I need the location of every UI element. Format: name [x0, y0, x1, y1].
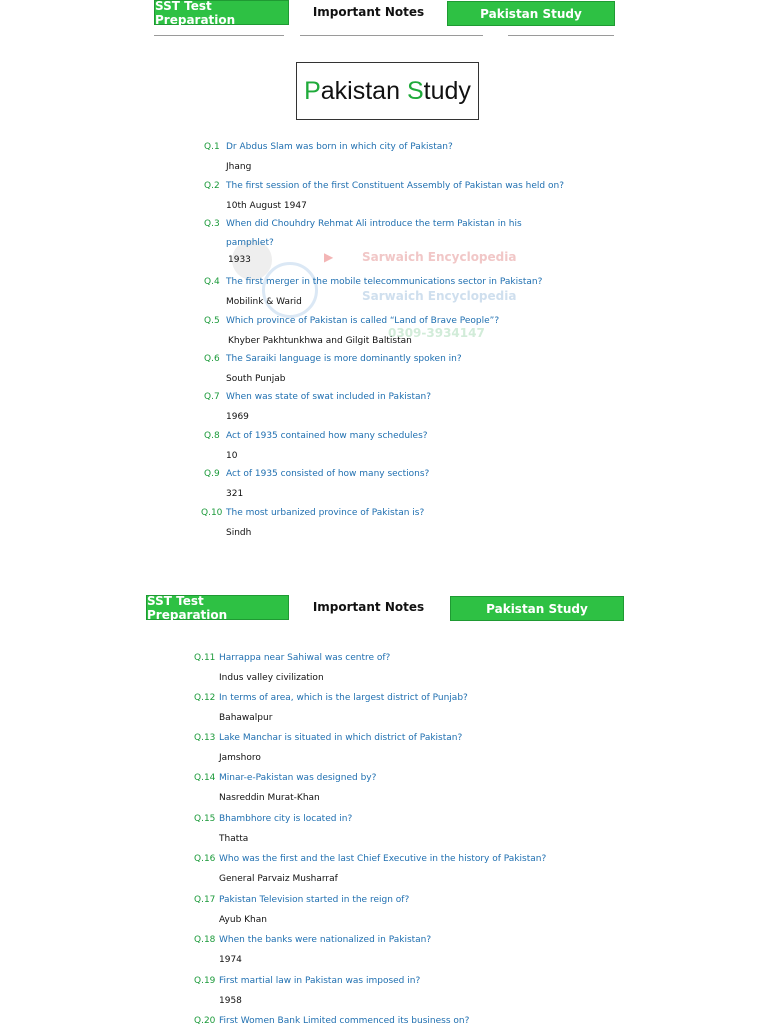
header-left-tab: SST Test Preparation: [154, 0, 289, 25]
qa-item: Q.10 The most urbanized province of Pakistan is? Sindh: [201, 508, 425, 538]
watermark-phone: 0309-3934147: [388, 326, 485, 340]
qa-item: Q.6 The Saraiki language is more dominantly spoken in? South Punjab: [204, 354, 462, 384]
qa-item: Q.11 Harrappa near Sahiwal was centre of? Indus valley civilization: [194, 653, 391, 683]
divider: [154, 35, 284, 36]
qa-item: Q.15 Bhambhore city is located in? Thatta: [194, 814, 353, 844]
qa-item: Q.2 The first session of the first Constituent Assembly of Pakistan was held on? 10th August 1947: [204, 181, 564, 211]
header-right-tab: Pakistan Study: [450, 596, 624, 621]
qa-item: Q.9 Act of 1935 consisted of how many sections? 321: [204, 469, 430, 499]
qa-item: Q.17 Pakistan Television started in the reign of? Ayub Khan: [194, 895, 410, 925]
watermark-channel: Sarwaich Encyclopedia: [362, 250, 517, 264]
header-center-tab: Important Notes: [296, 0, 441, 23]
qa-item: Q.5 Which province of Pakistan is called “Land of Brave People”? Khyber Pakhtunkhwa and Gilgit Baltistan: [204, 316, 500, 346]
youtube-icon: ▶: [324, 250, 334, 264]
watermark-channel-secondary: Sarwaich Encyclopedia: [362, 289, 517, 303]
qa-item: Q.7 When was state of swat included in Pakistan? 1969: [204, 392, 431, 422]
qa-item: Q.19 First martial law in Pakistan was imposed in? 1958: [194, 976, 421, 1006]
divider: [300, 35, 483, 36]
divider: [508, 35, 614, 36]
qa-item: Q.16 Who was the first and the last Chief Executive in the history of Pakistan? General Parvaiz Musharraf: [194, 854, 547, 884]
header-center-tab: Important Notes: [296, 595, 441, 618]
qa-item: Q.14 Minar-e-Pakistan was designed by? Nasreddin Murat-Khan: [194, 773, 377, 803]
qa-item: Q.8 Act of 1935 contained how many schedules? 10: [204, 431, 428, 461]
header-left-tab: SST Test Preparation: [146, 595, 289, 620]
qa-item: Q.3 When did Chouhdry Rehmat Ali introduce the term Pakistan in his pamphlet? 1933: [204, 219, 522, 265]
qa-item: Q.12 In terms of area, which is the largest district of Punjab? Bahawalpur: [194, 693, 468, 723]
qa-item: Q.4 The first merger in the mobile telecommunications sector in Pakistan? Mobilink & Warid: [204, 277, 543, 307]
qa-item: Q.1 Dr Abdus Slam was born in which city of Pakistan? Jhang: [204, 142, 453, 172]
pakistan-study-logo: P akistan S tudy: [296, 62, 479, 120]
header-right-tab: Pakistan Study: [447, 1, 615, 26]
qa-item: Q.13 Lake Manchar is situated in which district of Pakistan? Jamshoro: [194, 733, 463, 763]
qa-item: Q.18 When the banks were nationalized in Pakistan? 1974: [194, 935, 432, 965]
qa-item: Q.20 First Women Bank Limited commenced its business on?: [194, 1016, 470, 1026]
